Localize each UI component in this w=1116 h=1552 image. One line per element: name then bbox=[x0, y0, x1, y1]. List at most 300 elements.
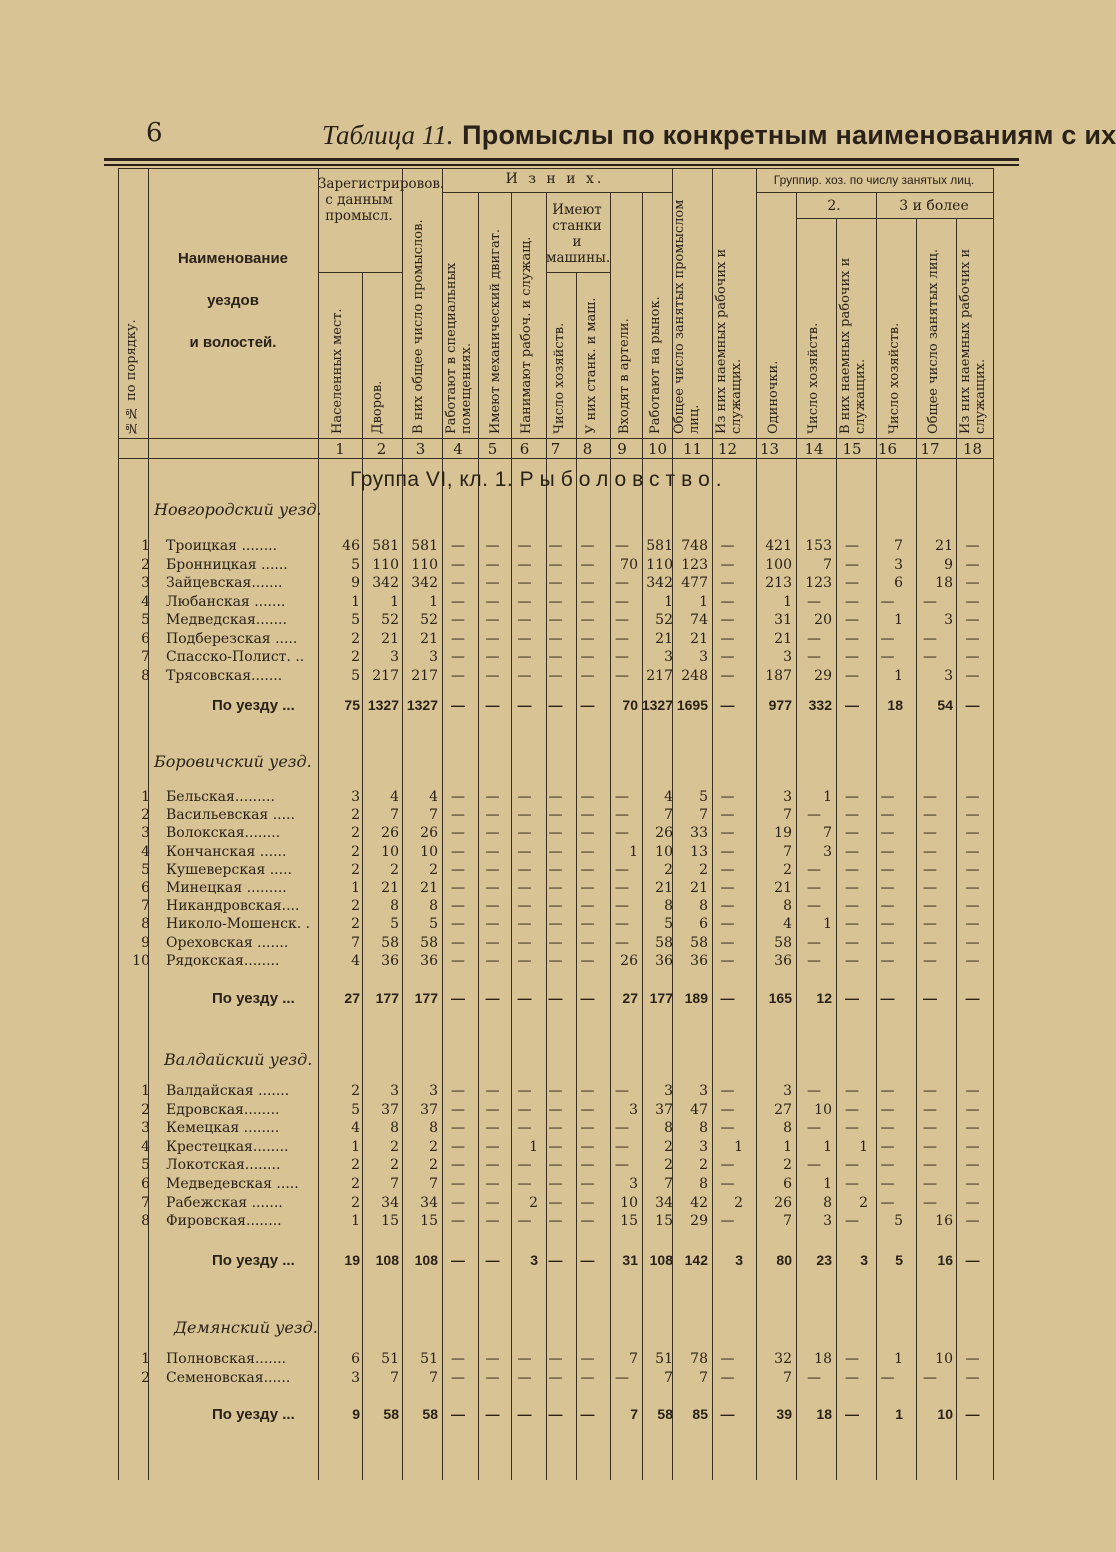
table-cell: — bbox=[807, 649, 821, 665]
table-cell: 342 bbox=[411, 575, 438, 591]
total-cell: 80 bbox=[776, 1252, 792, 1268]
table-cell: — bbox=[580, 1213, 595, 1230]
table-cell: — bbox=[451, 916, 465, 933]
table-cell: 3 bbox=[944, 612, 953, 628]
volost-name: Любанская ....... bbox=[166, 593, 286, 610]
table-cell: — bbox=[517, 1083, 532, 1099]
uezd-heading: Демянский уезд. bbox=[174, 1318, 318, 1337]
table-cell: 7 bbox=[390, 807, 399, 824]
volost-name: Трясовская....... bbox=[166, 667, 283, 684]
table-row bbox=[0, 1351, 1019, 1369]
table-cell: 7 bbox=[823, 825, 832, 842]
table-cell: 2 bbox=[664, 1157, 673, 1174]
table-cell: — bbox=[923, 916, 937, 933]
table-cell: 7 bbox=[823, 556, 832, 573]
header-machines-count: У них станк. и маш. bbox=[584, 297, 599, 434]
table-cell: — bbox=[517, 916, 532, 933]
table-cell: — bbox=[580, 538, 595, 554]
table-cell: — bbox=[517, 1157, 532, 1174]
table-cell: — bbox=[517, 630, 532, 647]
volost-name: Николо-Мошенск. . bbox=[166, 916, 311, 933]
table-cell: 13 bbox=[690, 843, 708, 860]
table-cell: 1 bbox=[699, 593, 708, 610]
table-cell: — bbox=[845, 1101, 859, 1118]
table-cell: 36 bbox=[690, 952, 708, 969]
table-row bbox=[0, 935, 1019, 953]
table-cell: 21 bbox=[935, 538, 953, 554]
table-row bbox=[0, 898, 1019, 916]
volost-name: Бельская......... bbox=[166, 789, 275, 805]
table-cell: 1 bbox=[351, 1213, 360, 1230]
table-cell: — bbox=[485, 952, 500, 969]
table-cell: — bbox=[923, 789, 937, 805]
table-cell: — bbox=[880, 916, 895, 933]
table-cell: 2 bbox=[351, 630, 360, 647]
table-cell: — bbox=[965, 1370, 980, 1386]
table-cell: 29 bbox=[814, 667, 832, 684]
table-cell: — bbox=[485, 934, 500, 951]
header-registered: Зарегистрировов. с данным промысл. bbox=[318, 176, 445, 224]
table-cell: — bbox=[548, 843, 563, 860]
table-cell: 21 bbox=[381, 630, 399, 647]
table-cell: 110 bbox=[372, 556, 399, 573]
table-cell: — bbox=[807, 1120, 821, 1137]
table-cell: — bbox=[451, 667, 465, 684]
table-cell: — bbox=[807, 593, 821, 610]
table-cell: 4 bbox=[783, 916, 792, 933]
table-cell: 4 bbox=[664, 789, 673, 805]
table-cell: 5 bbox=[894, 1213, 903, 1230]
table-cell: — bbox=[548, 1083, 563, 1099]
total-cell: 1327 bbox=[406, 697, 438, 713]
table-cell: — bbox=[615, 789, 629, 805]
table-cell: — bbox=[923, 630, 937, 647]
total-cell: 1695 bbox=[676, 697, 708, 713]
table-cell: 36 bbox=[381, 952, 399, 969]
table-cell: 10 bbox=[420, 843, 438, 860]
uezd-heading: Новгородский уезд. bbox=[154, 500, 322, 519]
table-cell: — bbox=[517, 807, 532, 824]
total-cell: — bbox=[880, 990, 895, 1006]
total-cell: 332 bbox=[808, 697, 832, 713]
table-row bbox=[0, 668, 1019, 686]
table-cell: — bbox=[845, 556, 859, 573]
table-cell: — bbox=[720, 1083, 735, 1099]
table-cell: 3 bbox=[664, 649, 673, 665]
row-number: 1 bbox=[141, 1083, 150, 1099]
table-cell: — bbox=[580, 1351, 595, 1367]
table-cell: — bbox=[923, 934, 937, 951]
table-cell: 58 bbox=[381, 934, 399, 951]
table-cell: — bbox=[923, 1157, 937, 1174]
total-cell: 58 bbox=[383, 1406, 399, 1422]
table-row bbox=[0, 807, 1019, 825]
group-label bbox=[350, 468, 728, 492]
table-cell: 581 bbox=[372, 538, 399, 554]
total-cell: — bbox=[485, 697, 500, 713]
table-cell: — bbox=[720, 934, 735, 951]
table-cell: 4 bbox=[390, 789, 399, 805]
table-cell: 21 bbox=[420, 880, 438, 896]
table-cell: 10 bbox=[620, 1194, 638, 1211]
table-cell: — bbox=[965, 1120, 980, 1137]
table-cell: 217 bbox=[372, 667, 399, 684]
table-cell: — bbox=[451, 1351, 465, 1367]
total-cell: 3 bbox=[860, 1252, 868, 1268]
table-row bbox=[0, 862, 1019, 880]
table-cell: — bbox=[548, 649, 563, 665]
table-cell: 8 bbox=[390, 898, 399, 915]
volost-name: Спасско-Полист. .. bbox=[166, 649, 305, 665]
table-cell: 7 bbox=[390, 1176, 399, 1192]
table-cell: 1 bbox=[894, 1351, 903, 1367]
table-cell: — bbox=[485, 1176, 500, 1192]
column-number: 17 bbox=[920, 440, 940, 458]
table-cell: — bbox=[807, 1157, 821, 1174]
table-cell: 217 bbox=[646, 667, 673, 684]
row-number: 4 bbox=[141, 593, 150, 610]
row-number: 8 bbox=[141, 667, 150, 684]
table-cell: — bbox=[580, 916, 595, 933]
table-cell: — bbox=[451, 575, 465, 591]
header-g2-households: Число хозяйств. bbox=[806, 322, 821, 434]
table-cell: — bbox=[965, 825, 980, 842]
uezd-heading: Боровичский уезд. bbox=[154, 752, 312, 771]
header-name-line3: и волостей. bbox=[189, 334, 277, 351]
table-cell: 8 bbox=[783, 1120, 792, 1137]
column-number: 6 bbox=[519, 440, 530, 458]
table-cell: — bbox=[548, 916, 563, 933]
table-cell: — bbox=[807, 630, 821, 647]
table-cell: — bbox=[548, 1194, 563, 1211]
table-cell: 2 bbox=[351, 1176, 360, 1192]
row-number: 1 bbox=[141, 1351, 150, 1367]
table-cell: — bbox=[720, 612, 735, 628]
total-row bbox=[0, 697, 1019, 715]
table-cell: — bbox=[807, 1083, 821, 1099]
table-row bbox=[0, 612, 1019, 630]
total-cell: — bbox=[965, 1406, 980, 1422]
volost-name: Кончанская ...... bbox=[166, 843, 287, 860]
table-cell: 1 bbox=[351, 1138, 360, 1155]
total-cell: — bbox=[720, 1406, 735, 1422]
table-cell: — bbox=[923, 1194, 937, 1211]
table-cell: — bbox=[845, 1351, 859, 1367]
table-cell: — bbox=[965, 1101, 980, 1118]
volost-name: Семеновская...... bbox=[166, 1370, 291, 1386]
row-number: 4 bbox=[141, 843, 150, 860]
table-cell: — bbox=[580, 1176, 595, 1192]
total-row bbox=[0, 990, 1019, 1008]
table-cell: 6 bbox=[894, 575, 903, 591]
table-cell: — bbox=[451, 1101, 465, 1118]
table-cell: 9 bbox=[944, 556, 953, 573]
table-cell: 26 bbox=[420, 825, 438, 842]
table-cell: 581 bbox=[646, 538, 673, 554]
table-cell: — bbox=[720, 649, 735, 665]
table-cell: 421 bbox=[765, 538, 792, 554]
column-number: 2 bbox=[376, 440, 387, 458]
table-cell: 7 bbox=[664, 807, 673, 824]
table-cell: — bbox=[485, 575, 500, 591]
table-cell: — bbox=[451, 952, 465, 969]
volost-name: Троицкая ........ bbox=[166, 538, 278, 554]
table-row bbox=[0, 575, 1019, 593]
total-cell: 58 bbox=[422, 1406, 438, 1422]
header-g3-hired: Из них наемных рабочих и служащих. bbox=[958, 248, 988, 434]
table-cell: — bbox=[720, 880, 735, 896]
table-cell: — bbox=[615, 538, 629, 554]
table-row bbox=[0, 631, 1019, 649]
table-cell: — bbox=[845, 880, 859, 896]
table-cell: — bbox=[720, 667, 735, 684]
table-cell: — bbox=[720, 1213, 735, 1230]
table-cell: — bbox=[845, 934, 859, 951]
table-cell: — bbox=[451, 649, 465, 665]
table-title bbox=[322, 120, 1116, 151]
table-cell: — bbox=[880, 880, 895, 896]
table-cell: — bbox=[580, 1120, 595, 1137]
table-cell: 7 bbox=[664, 1176, 673, 1192]
volost-name: Медведевская ..... bbox=[166, 1176, 299, 1192]
table-cell: 2 bbox=[699, 1157, 708, 1174]
table-cell: — bbox=[880, 630, 895, 647]
table-cell: 5 bbox=[351, 667, 360, 684]
table-cell: — bbox=[485, 789, 500, 805]
total-cell: — bbox=[517, 697, 532, 713]
table-cell: 3 bbox=[351, 789, 360, 805]
table-cell: — bbox=[517, 667, 532, 684]
total-label: По уезду ... bbox=[212, 1252, 295, 1269]
total-row bbox=[0, 1406, 1019, 1424]
table-cell: — bbox=[965, 612, 980, 628]
table-cell: — bbox=[485, 807, 500, 824]
table-cell: — bbox=[485, 593, 500, 610]
column-number: 13 bbox=[759, 440, 780, 458]
table-cell: — bbox=[580, 667, 595, 684]
table-cell: — bbox=[880, 843, 895, 860]
table-cell: 52 bbox=[381, 612, 399, 628]
table-cell: — bbox=[845, 538, 859, 554]
volost-name: Зайцевская....... bbox=[166, 575, 283, 591]
table-cell: — bbox=[807, 880, 821, 896]
total-cell: — bbox=[451, 697, 465, 713]
table-cell: — bbox=[880, 807, 895, 824]
table-cell: 18 bbox=[814, 1351, 832, 1367]
table-cell: — bbox=[880, 1176, 895, 1192]
column-number: 12 bbox=[717, 440, 738, 458]
table-cell: 1 bbox=[351, 593, 360, 610]
table-cell: 15 bbox=[420, 1213, 438, 1230]
total-cell: 18 bbox=[887, 697, 903, 713]
table-cell: — bbox=[517, 1120, 532, 1137]
table-cell: 8 bbox=[390, 1120, 399, 1137]
table-row bbox=[0, 1213, 1019, 1231]
table-cell: — bbox=[485, 1083, 500, 1099]
table-cell: — bbox=[451, 1157, 465, 1174]
table-cell: — bbox=[615, 612, 629, 628]
total-cell: 27 bbox=[344, 990, 360, 1006]
table-cell: — bbox=[615, 825, 629, 842]
table-cell: — bbox=[965, 1138, 980, 1155]
row-number: 3 bbox=[141, 825, 150, 842]
table-cell: 248 bbox=[681, 667, 708, 684]
table-cell: 8 bbox=[699, 1176, 708, 1192]
total-cell: — bbox=[923, 990, 937, 1006]
table-cell: 7 bbox=[783, 1213, 792, 1230]
table-cell: 3 bbox=[699, 649, 708, 665]
table-cell: — bbox=[517, 934, 532, 951]
total-cell: 977 bbox=[768, 697, 792, 713]
table-cell: — bbox=[485, 649, 500, 665]
table-cell: — bbox=[845, 630, 859, 647]
table-cell: — bbox=[923, 649, 937, 665]
table-cell: 7 bbox=[783, 843, 792, 860]
total-cell: — bbox=[548, 1252, 563, 1268]
header-artels: Входят в артели. bbox=[617, 318, 632, 434]
total-cell: 7 bbox=[630, 1406, 638, 1422]
table-cell: — bbox=[548, 1157, 563, 1174]
table-cell: 5 bbox=[390, 916, 399, 933]
table-row bbox=[0, 789, 1019, 807]
table-cell: 3 bbox=[429, 649, 438, 665]
row-number: 7 bbox=[141, 898, 150, 915]
volost-name: Валдайская ....... bbox=[166, 1083, 290, 1099]
table-cell: — bbox=[880, 593, 895, 610]
table-cell: — bbox=[965, 1176, 980, 1192]
table-cell: — bbox=[548, 825, 563, 842]
table-cell: — bbox=[548, 1176, 563, 1192]
table-cell: — bbox=[720, 952, 735, 969]
total-cell: — bbox=[965, 1252, 980, 1268]
table-cell: — bbox=[485, 1138, 500, 1155]
table-cell: 1 bbox=[894, 612, 903, 628]
table-cell: 52 bbox=[420, 612, 438, 628]
table-row bbox=[0, 557, 1019, 575]
table-cell: — bbox=[880, 1157, 895, 1174]
header-households: Дворов. bbox=[370, 380, 385, 434]
table-cell: 8 bbox=[699, 898, 708, 915]
table-cell: 1 bbox=[783, 593, 792, 610]
total-cell: 16 bbox=[937, 1252, 953, 1268]
table-cell: 21 bbox=[420, 630, 438, 647]
total-cell: 142 bbox=[684, 1252, 708, 1268]
table-cell: 1 bbox=[351, 880, 360, 896]
table-cell: 2 bbox=[859, 1194, 868, 1211]
total-cell: 165 bbox=[768, 990, 792, 1006]
column-number: 5 bbox=[487, 440, 498, 458]
table-cell: 2 bbox=[529, 1194, 538, 1211]
total-cell: 85 bbox=[692, 1406, 708, 1422]
table-cell: 7 bbox=[390, 1370, 399, 1386]
row-number: 2 bbox=[141, 556, 150, 573]
table-cell: — bbox=[965, 575, 980, 591]
table-cell: — bbox=[615, 593, 629, 610]
table-cell: 6 bbox=[783, 1176, 792, 1192]
table-cell: 3 bbox=[783, 1083, 792, 1099]
table-cell: 2 bbox=[664, 1138, 673, 1155]
header-of-them: И з н и х. bbox=[505, 171, 605, 187]
table-cell: — bbox=[965, 630, 980, 647]
table-cell: 58 bbox=[774, 934, 792, 951]
table-cell: — bbox=[965, 593, 980, 610]
table-cell: — bbox=[548, 575, 563, 591]
table-cell: 2 bbox=[351, 861, 360, 878]
header-mech-engine: Имеют механический двигат. bbox=[488, 228, 503, 434]
column-number: 4 bbox=[453, 440, 463, 458]
table-cell: — bbox=[548, 934, 563, 951]
table-cell: — bbox=[451, 1194, 465, 1211]
title-rule-thin bbox=[104, 164, 1019, 166]
table-cell: 2 bbox=[783, 861, 792, 878]
table-cell: 8 bbox=[783, 898, 792, 915]
table-cell: — bbox=[880, 1120, 895, 1137]
table-cell: — bbox=[580, 1370, 595, 1386]
table-cell: — bbox=[807, 861, 821, 878]
row-number: 6 bbox=[141, 1176, 150, 1192]
table-cell: 21 bbox=[655, 880, 673, 896]
table-cell: — bbox=[517, 593, 532, 610]
table-cell: — bbox=[615, 861, 629, 878]
table-cell: 1 bbox=[823, 1138, 832, 1155]
table-cell: 2 bbox=[351, 1083, 360, 1099]
table-cell: 1 bbox=[894, 667, 903, 684]
table-cell: — bbox=[923, 1120, 937, 1137]
total-cell: 189 bbox=[684, 990, 708, 1006]
table-cell: — bbox=[517, 649, 532, 665]
table-cell: 7 bbox=[699, 807, 708, 824]
table-cell: 7 bbox=[351, 934, 360, 951]
header-singles: Одиночки. bbox=[766, 360, 781, 434]
table-cell: 3 bbox=[823, 1213, 832, 1230]
table-cell: 2 bbox=[351, 649, 360, 665]
header-grouping: Группир. хоз. по числу занятых лиц. bbox=[773, 173, 975, 187]
table-cell: — bbox=[548, 538, 563, 554]
table-cell: — bbox=[923, 1101, 937, 1118]
table-row bbox=[0, 649, 1019, 667]
table-cell: — bbox=[615, 898, 629, 915]
table-cell: — bbox=[965, 952, 980, 969]
table-cell: 2 bbox=[429, 1157, 438, 1174]
table-cell: — bbox=[517, 1213, 532, 1230]
row-number: 10 bbox=[132, 952, 150, 969]
table-cell: — bbox=[517, 1101, 532, 1118]
table-cell: 7 bbox=[699, 1370, 708, 1386]
total-cell: 23 bbox=[816, 1252, 832, 1268]
table-cell: — bbox=[923, 952, 937, 969]
table-cell: — bbox=[615, 1370, 629, 1386]
volost-name: Васильевская ..... bbox=[166, 807, 295, 824]
table-cell: 6 bbox=[699, 916, 708, 933]
table-cell: 5 bbox=[351, 1101, 360, 1118]
table-cell: — bbox=[451, 630, 465, 647]
column-number: 15 bbox=[842, 440, 862, 458]
table-cell: 123 bbox=[805, 575, 832, 591]
table-cell: 26 bbox=[620, 952, 638, 969]
table-cell: 342 bbox=[646, 575, 673, 591]
table-cell: — bbox=[451, 880, 465, 896]
volost-name: Рабежская ....... bbox=[166, 1194, 283, 1211]
table-cell: 21 bbox=[655, 630, 673, 647]
total-cell: 18 bbox=[816, 1406, 832, 1422]
table-cell: — bbox=[615, 667, 629, 684]
table-cell: — bbox=[517, 1351, 532, 1367]
table-cell: — bbox=[845, 952, 859, 969]
table-cell: 2 bbox=[351, 898, 360, 915]
table-cell: — bbox=[580, 556, 595, 573]
total-cell: — bbox=[845, 990, 859, 1006]
total-cell: 27 bbox=[622, 990, 638, 1006]
